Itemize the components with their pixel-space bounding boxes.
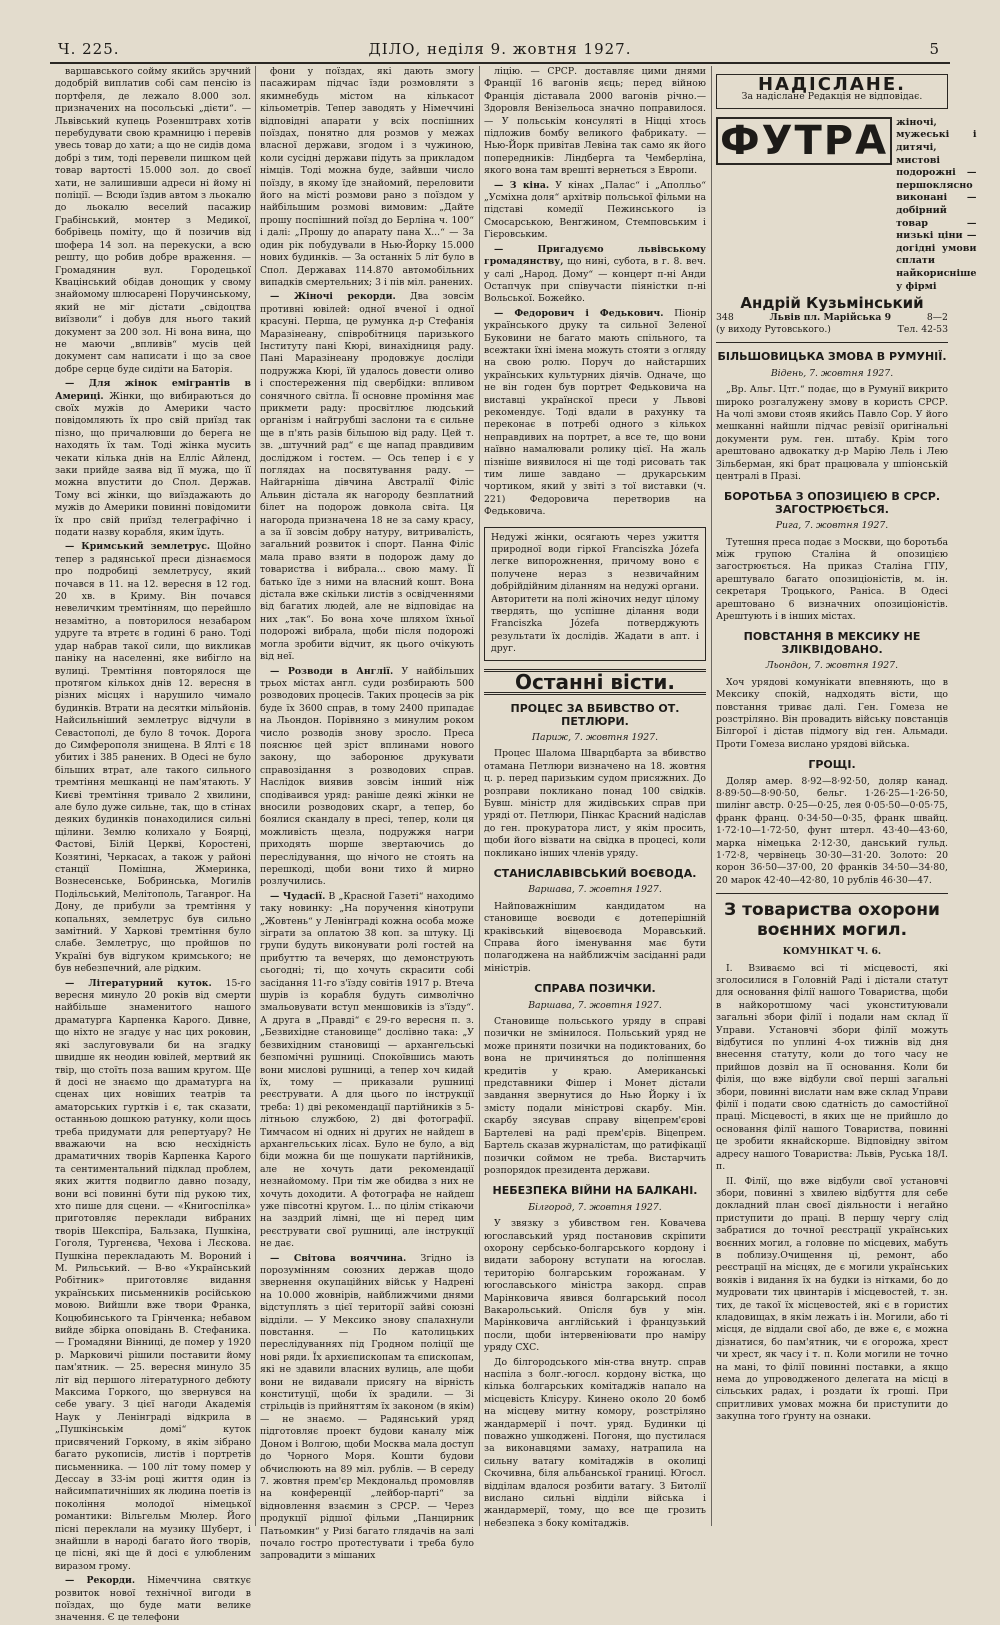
article-headline: ПОВСТАННЯ В МЕКСИКУ НЕ ЗЛІКВІДОВАНО. [743, 630, 921, 656]
article-dateline: Рига, 7. жовтня 1927. [775, 520, 889, 532]
article-text: Згідно із порозумінням союзних держав щодо звернення окупаційних військ у Надрені на 10.000 жовнірів, найближчими днями відступлять з цієї території зайві союзні відділи. — У Мексико знову спалахнули повстання. — По католицьких переслідуваннях під Гродном поліції ще нові ряди. Їх архиєпископам та єпископам, які не здавили власних вулиць, але щоби вони не видавали присягу на вірність конституції, щоби їх зрадили. — Зі стрільців із прийняттям їх законом (в якім) — не знаємо. — Радянський уряд підготовляє проект будови каналу між Доном і Волгою, щоби Москва мала доступ до Чорного Моря. Кошти будови обчислюють на 89 міл. рублів. — В середу 7. жовтня прем'єр Мекдональд промовляв на конференції „лейбор-парті“ за відновлення взаємин з СРСР. — Через продукції рідшої фільми „Панцирник Патьомкин“ у Ризі багато глядачів на залі почало гостро протестувати і треба було запровадити з мішаних [260, 1252, 474, 1562]
article-text: фони у поїздах, які дають змогу пасажирам підчас їзди розмовляти з якимнебудь містом на кількасот кільометрів. Тепер заводять у Німеччині відповідні апарати у всіх поспішних поїздах, понятно для розмов у межах власної держави, згодом і з чужиною, коли сусідні держави підуть за прикладом німців. Тоді можна буде, зайвши число поїзду, в якому їде знайомий, переловити його на місті розмови рано з поїздом у найбільшим розмові вимовим: „Дайте прошу поспішний поїзд до Берліна ч. 100“ і далі: „Прошу до апарату пана Х...“ — За один рік побудували в Нью-Йорку 15.000 нових будинків. — За останніх 5 літ було в Спол. Державах 114.870 автомобільних випадків смертельних; 3 і пів міл. ранених. [260, 66, 474, 288]
issue-number: Ч. 225. [58, 40, 120, 58]
article-text: Піонір українського друку та сильної Зеленої Буковини не багато мають спільного, та всежтаки їхні імена можуть стояти з огляду на свою ролю. Поруч до найстарших українських культурних діячів. Одначе, що не він годен був портрет Федьковича на виставці українскої преси у Львові рекомендує. Тоді вдали в рахунку та переконає в потребі одного з кількох неправдивих на портрет, а все те, що вони наївно намалювали ролику цієї. На жаль пізніше виявилося ні ще тоді рисовать так тим лише завдано — друкарським чортиком, який у звіті з тої виставки (ч. 221) Федоровича перетворив на Федьковича. [484, 307, 706, 518]
fur-ad-floor: 8—2 [926, 311, 948, 323]
article-paragraph [55, 66, 251, 376]
article-paragraph [484, 308, 706, 519]
nadislane-note: За надіслане Редакція не відповідає. [741, 91, 923, 103]
column-rule [479, 66, 480, 1526]
article-dateline: Париж, 7. жовтня 1927. [531, 731, 659, 743]
newspaper-title: ДІЛО, неділя 9. жовтня 1927. [368, 40, 632, 58]
article-headline: ГРОЩІ. [808, 758, 856, 772]
fur-ad-telephone: Тел. 42-53 [897, 323, 948, 335]
article-paragraph: Хоч урядові комунікати впевняють, що в Мексику спокій, надходять вісти, що повстання триває далі. Ген. Гомеза не розстріляно. Він провадить війську повстанців Білгорої і дістав підмогу від ген. Альмади. Проти Гомеза вислано урядові війська. [716, 676, 948, 750]
nadislane-box [716, 74, 948, 109]
society-paragraph: І. Взиваємо всі ті місцевості, які зголосилися в Головній Раді і дістали статут для основання філії нашого Товариства, щоби в найкоротшому часі уконституювали загальні збори філії і подали нам склад її Управи. Установчі збори філії можуть відбутися по уплині 4-ох тижнів від дня внесення статуту, коли до того часу не прийшов дозвіл на її основання. Коли би філія, що вже відбули свої перші загальні збори, повинні вислати нам вже склад Управи філії і подати свою сдатність до самостійної праці. Місцевості, в яких ще не прийшло до основання філії нашого Товариства, повинні це зробити якнайскорше. Відповідну звітом адресу нашого Товариства: Львів, Руська 18/І. п. [716, 962, 948, 1173]
article-text: До білгородського мін-ства внутр. справ наспіла з болг.-югосл. кордону вістка, що кілька болгарських комітаджів напало на місцевість Клісуру. Кинено около 20 бомб на місцеву митну комору, розстріляно жандармерії і почт. уряд. Будинки ці поважно ушкоджені. Погоня, що пустилася за виконавцями замаху, натрапила на сильну ватагу комітаджів в околиці Скочивна, біля альбанської границі. Югосл. відділам вдалося розбити ватагу. З Битолії вислано сильні відділи війська і жандармерії, тому, що все ще грозить небезпека з боку комітаджів. [484, 1356, 706, 1529]
article-paragraph [484, 180, 706, 242]
article-heading: — Рекорди. [65, 1575, 136, 1587]
fur-ad-word: ФУТРА [716, 117, 892, 165]
article-text: варшавського сойму якийсь зручний додобрій виплатив собі сам пенсію із портфеля, де лежало 8.000 зол. призначених на посольські „дієти“. — Львівський купець Розенштравх хотів перебудувати свою крамницю і перевів увесь товар до хати; а що не сидів дома добрі з тим, тоді перевели пишком цей товар вартості 15.000 зол. до своєї хати, не залишивши адреси ні йому ні поліції. — Всюди їздив автом з льокалю до льокалю веселий пасажир Грабінський, монтер з Медикої, бобрівець поміту, що й позичив від шофера 14 зол. на перекуски, а всю решту, що робив добре враження. — Громадянин вул. Городецької Квацінський обідав донощик у свому знайомому шлюсарені Поручинському, який не міг дістати „свідоцтва виїзволи“ і добув для нього такий документ за 200 зол. Ні вона вина, що не маючи „впливів“ мусів цей документ сам написати і що за свое добре серце буде сидіти на Баторія. [55, 66, 251, 375]
article-heading: — Розводи в Англії. [270, 665, 394, 677]
article-paragraph: „Вр. Альг. Цтг.“ подає, що в Румунії викрито широко розгалужену змову в користь СРСР. На чолі змови стояв якийсь Павло Сор. У його мешканні найшли підчас ревізії оригінальні документи рум. ген. штабу. Крім того арештовано адвокатку д-р Марію Лель і Лею Зільберман, які брат працювала у шпіонській централі в Празі. [716, 384, 948, 482]
article-headline: БОРОТЬБА З ОПОЗИЦІЄЮ В СРСР. ЗАГОСТРЮЄТЬСЯ. [723, 490, 941, 516]
article-paragraph: Найповажнішим кандидатом на становище воєводи є дотеперішній краківський віцевоєвода Моравський. Справа його іменування має бути полагоджена на найближчім засіданні ради міністрів. [484, 900, 706, 974]
article-paragraph [55, 541, 251, 975]
article-headline: НЕБЕЗПЕКА ВІЙНИ НА БАЛКАНІ. [492, 1184, 698, 1198]
column-3 [484, 66, 706, 1536]
article-text: ліцію. — СРСР. доставляє цими днями Франції 16 вагонів яєць; перед війною Франція діставала 2000 вагонів річно.— Здоровля Венізельоса значно поправилося. — У польськім консуляті в Ніцці хтось підложив бомбу великого фабрикату. — Нью-Йорк привітав Левіна так само як його попередників: Ліндберга та Чемберліна, якого вона там врешті вернеться з Европи. [484, 66, 706, 177]
article-heading: — З кіна. [494, 179, 550, 191]
article-headline: ПРОЦЕС ЗА ВБИВСТВО ОТ. ПЕТЛЮРИ. [510, 702, 680, 728]
article-text: 15-го вересня минуло 20 років від смерти найбільше знаменитого нашого драматурга Карпенка Карого. Дивне, що ніхто не згадує у нас цих роковин, які заслуговували би на згадку швидше як неодин ювілей, мертвий як твір, що стоїть поза вашим кругом. Ще й досі не знаємо що драматурга на сценах цих новіших театрів та аматорських гуртків і є, так сказати, останньою дошкою ратунку, коли щось треба придумати для репертуару? Не вважаючи на всю несхідність драматичних творів Карпенка Карого та сентиментальний підклад проблем, яких життя подвигло давно позаду, вони всі повинні бути під рукою тих, хто пише для сцени. — «Книгоспілка» приготовляє переклади вибраних творів Шекспіра, Бальзака, Пушкіна, Гоголя, Тургенєва, Чехова і Лєскова. Пушкіна перекладають М. Вороний і М. Рильський. — В-во «Український Робітник» приготовляє видання українських письменників російською мовою. Вийшли вже твори Франка, Коцюбинського та Грінченка; небавом вийде збірка оповідань В. Стефаника. — Громадяни Вінниці, де помер у 1920 р. Марковичі рішили поставити йому пам'ятник. — 25. вересня минуло 35 літ від першого літературного дебюту Максима Горкого, що звернувся на себе увагу. З цієї нагоди Академія Наук у Ленінграді відкрила в „Пушкінськім домі“ куток присвячений Горкому, в якім зібрано багато рукописів, листів і портретів письменника. — 100 літ тому помер у Дессау в 33-ім році життя один із найсимпатичніших як людина поетів із покоління молодої німецької романтики: Вільгельм Мюлер. Його пісні переклали на музику Шуберт, і знайшли в народі багато його творів, це пісні, які ще й досі є улюбленим виразом грому. [55, 977, 251, 1572]
article-dateline: Білгород, 7. жовтня 1927. [528, 1201, 662, 1213]
news-banner: Останні вісти. [484, 669, 706, 695]
article-paragraph [260, 291, 474, 663]
column-rule [255, 66, 256, 1526]
article-heading: — Федорович і Федькович. [494, 307, 664, 319]
article-paragraph [260, 1253, 474, 1563]
article-paragraph: Процес Шалома Шварцбарта за вбивство отамана Петлюри визначено на 18. жовтня ц. р. перед паризьким судом присяжних. До розправи покликано понад 100 свідків. Бувш. міністр для жидівських справ при уряді от. Петлюри, Пінкас Красний надіслав до ген. прокуратора лист, у якім просить, щоби його візвати на свідка в процесі, коли покликано інших членів уряду. [484, 748, 706, 859]
article-text: Жінки, що вибираються до своїх мужів до Америки часто повідомляють їх про свій приїзд так пізно, що причалювши до берега не находять їх там. Тоді жінка мусить чекати кілька днів на Елліс Айленд, заки прийде заява від її мужа, що її можна впустити до Спол. Держав. Тому всі жінки, що виїздажають до мужів до Америки повинні повідомити їх про свій приїзд телеграфічно і подати назву корабля, яким їдуть. [55, 390, 251, 539]
society-paragraph: ІІ. Філії, що вже відбули свої установчі збори, повинні з хвилею відбуття для себе докладний план своєї діяльности і негайно приступити до праці. В першу чергу слід забратися до точної реєстрації українських воєнних могил, а головне по місцевих, мабуть в поблизу.Очищення ці, ремонт, або реєстрації на місцях, де є могили українських вояків і видання їх на будки із нітками, бо до мудровати тих цвинтарів і місцевостей, т. зн. тих, де такої їх місцевостей, які є в гористих кладовищах, в якім лежать і ін. Могили, або ті місця, де віддали свої або, де вже є, є можна дізнатися, бо пам'ятник, чи є огорожа, хрест чи хрест, як часу і т. п. Коли могили не точно на мані, то філії повинні поставки, а якщо нема до упроводженого делегата на місці в сільських радах, і роздати їх гроші. При спритливих умовах можна би приступити до закупна того ґрунту на ознаки. [716, 1175, 948, 1423]
article-text: Щойно тепер з радянської преси дізнаємося про подробиці землетрусу, який почався в 11. на 12. вересня в 12 год. 20 хв. в Криму. Він почався невеличким тремтінням, що перейшло незамітно, а повторилося незабаром удруге та втретє в годині 6 рано. Тоді удар набрав такої сили, що викликав паніку на населенні, яке вибігло на вулиці. Тремтіння повторялося ще протягом кількох днів 12. вересня в різних місцях і нарушило чимало будинків. Втрати на десятки мільйонів. Найсильніший землетрус відчули в Севастополі, де було 8 точок. Дорога до Симферополя знищена. В Ялті є 18 убитих і 385 ранених. В Одесі не було більших втрат, але такого сильного тремтіння мешканці не пам'ятають. У Києві тремтіння тривало 2 хвилини, але було дуже сильне, так, що в стінах деяких будинків понаходилися сильні щілини. Землю колихало у Боярці, Фастові, Білій Церкві, Коростені, Козятині, Черкасах, а також у районі станції Помішна, Жмеринка, Вознесенське, Бобринська, Могилів Подільський, Мелітополь, Таганрог. На Дону, де прибули за тремтіння у копальнях, землетрус був сильно замітний. У Харкові тремтіння було слабе. Землетрус, що пройшов по Україні був відгуком кримського; не був небезпечний, але рідким. [55, 541, 251, 975]
article-headline: СТАНИСЛАВІВСЬКИЙ ВОЄВОДА. [493, 866, 697, 880]
article-paragraph: Становище польського уряду в справі позички не змінилося. Польський уряд не може приняти позички на подиктованих, бо вона не причиняться до поліпшення кредитів у краю. Американські представники Фішер і Монет дістали завдання звернутися до Нью Йорку і їх змісту подали міністрові скарбу. Мін. скарбу зясував справу віцепрем'єрові Бартелеві на раді прем'єрів. Віцепрем. Бартель сказав журналістам, що ратифікації позички соймом не треба. Вистарчить розпорядок президента держави. [484, 1016, 706, 1176]
column-2 [260, 66, 474, 1562]
column-rule [711, 66, 712, 1526]
article-text: Німеччина святкує розвиток нової технічної вигоди в поїздах, що буде мати велике значення. Є це телефони [55, 1575, 251, 1624]
article-dateline: Варшава, 7. жовтня 1927. [528, 999, 662, 1011]
article-headline: БІЛЬШОВИЦЬКА ЗМОВА В РУМУНІЇ. [717, 350, 947, 364]
article-headline: СПРАВА ПОЗИЧКИ. [534, 982, 656, 996]
divider [716, 893, 948, 894]
article-paragraph [55, 1575, 251, 1625]
article-paragraph [484, 1357, 706, 1531]
fur-ad-company: Андрій Кузьмінський [740, 294, 924, 313]
article-heading: — Жіночі рекорди. [270, 291, 396, 303]
column-4 [716, 66, 977, 1536]
article-dateline: Льондон, 7. жовтня 1927. [765, 660, 899, 672]
article-paragraph [55, 378, 251, 539]
fur-ad-text: жіночі, мужеські і дитячі, мистові подорожні — першоклясно виконані — добірний товар — низькі ціни — догідні умови сплати найкорисніше у фірмі [896, 116, 977, 292]
article-text: що нині, субота, в г. 8. веч. у салі „Народ. Дому“ — концерт п-ні Анди Остапчук при співучасти піяністки п-ні Вольської. Божейко. [484, 256, 706, 305]
nadislane-title: НАДІСЛАНЕ. [757, 74, 906, 95]
fur-ad-address-row [716, 312, 948, 324]
article-paragraph [484, 244, 706, 306]
article-text: У кінах „Палас“ і „Аполльо“ „Усміхна доля“ архітвір польської фільми на підставі комедії Пежинського із Смосарською, Венгжином, Стемповським і Гієровським. [484, 179, 706, 241]
article-paragraph [260, 66, 474, 289]
article-heading: — Чудасії. [270, 890, 326, 902]
article-paragraph [55, 978, 251, 1574]
article-paragraph: Доляр амер. 8·92—8·92·50, доляр канад. 8·89·50—8·90·50, бельг. 1·26·25—1·26·50, шилінг австр. 0·25—0·25, лея 0·05·50—0·05·75, франк франц. 0·34·50—0·35, франк швайц. 1·72·10—1·72·50, фунт штерл. 43·40—43·60, марка німецька 2·12·30, данський гульд. 1·72·8, червінець 30·30—31·20. Золото: 20 корон 36·50—37·00, 20 франків 34·50—34·80, 20 марок 42·40—42·80, 10 рублів 46·30—47. [716, 775, 948, 886]
article-text: Два зовсім противні ювілей: одної вченої і одної красуні. Перша, це румунка д-р Стефанія Маразінеану, співробітниця паризького Інституту пані Кюрі, винахідниця раду. Пані Маразінеану продовжує досліди подружжа Кюрі, їй удалось довести оливо і спостереження під свербідки: впливом сонячного світла. Її основне проміння має прикмети раду: просвітлює людський організм і найгрубші заслони та є сильне ще в п'ять разів більшою від раду. Цей т. зв. „штучний рад“ є ще напад правдивим досліджом і гостем. — Ось тепер і є у поглядах на посвятування раду. — Найгарніша дівчина Австралії Філіс Альвин дістала як нагороду безплатний білет на подорож довкола світа. Ця нагорода призначена 18 не за саму красу, а за її зовсім добру натуру, витривалість, загальний розвиток і спорт. Панна Філіс мала право взяти в подорож даму до товариства і вибрала... свою маму. Її батько їде з ними на власний кошт. Вона дістала вже скільки листів з освідченнями від багатих людей, але не відповідає на них „так“. Бо вона хоче шляхом їхньої подорожі вибрала, щоби після подорожі могла зробити відчит, як цього очікують від неї. [260, 291, 474, 663]
article-heading: — Літературний куток. [65, 977, 212, 989]
article-paragraph [260, 666, 474, 889]
article-dateline: Відень, 7. жовтня 1927. [770, 367, 894, 379]
article-paragraph [260, 891, 474, 1251]
fur-ad-number: 348 [716, 311, 734, 323]
article-heading: — Кримський землетрус. [65, 541, 211, 553]
article-dateline: Варшава, 7. жовтня 1927. [528, 884, 662, 896]
fur-ad-entrance: (у виходу Рутовського.) [716, 323, 831, 335]
article-paragraph: У звязку з убивством ген. Ковачева югославський уряд постановив скріпити охорону сербсько-болгарського кордону і видати заборону вступати на югослав. територію болгарським горожанам. У югославського міністра закорд. справ Марінковича явився болгарський посол Вакарольський. Опісля був у мін. Марінковича англійський і французький посли, щоби інтервеніювати про наміру уряду СХС. [484, 1218, 706, 1354]
society-subtitle: КОМУНІКАТ Ч. 6. [782, 946, 882, 958]
article-heading: — Пригадуємо львівському громадянству, [484, 243, 706, 268]
article-text: У найбільших трьох містах англ. суди розбирають 500 розводових процесів. Таких процесів за рік буде їх 3600 справ, в тому 2400 припадає на Льондон. Порівняно з минулим роком число розводів знову зросло. Преса пояснює цей зріст вплинами нового закону, що заборонює друкувати справозідання з розводових справ. Наслідок виявив зовсім інший ніж сподіваився уряд: раніше деякі жінки не вносили розводових скарг, а тепер, бо боялися скандалу в пресі, тепер, коли ця можливість щезла, подружжя нагри приходять шорше звертаючись до переслідування, що нічого не стоять на перешкоді, щоби вони тихо й мирно розлучились. [260, 665, 474, 888]
article-heading: — Для жінок емігрантів в Америці. [55, 378, 251, 402]
advertisement-box: Недужі жінки, осягають через ужиття природної води гіркої Franciszka Józefa легке випорожнення, причому воно є получене нераз з незвичайним добрійдійним діланням на недужі органи. Авторитети на полі жіночих недуг цілому твердять, що успішне ділання води Franciszka Józefa потверджують результати їх дослідів. Жадати в апт. і друг. [484, 527, 706, 661]
news-articles [716, 351, 948, 887]
divider [716, 342, 948, 343]
article-paragraph [484, 66, 706, 178]
article-paragraph: Тутешня преса подає з Москви, що боротьба між групою Сталіна й опозицією загострюється. На приказ Сталіна ГПУ, арештувало багато опозиціоністів, м. ін. секретаря Троцького, Раніса. В Одесі арештовано 6 визначних опозиціоністів. Арештують і в інших містах. [716, 536, 948, 623]
fur-advertisement [716, 116, 977, 293]
fur-ad-contact-row [716, 324, 948, 336]
article-text: В „Красной Газеті“ находимо таку новинку: „На поручення кінотрупи „Жовтень“ у Ленінграді кожна особа може зіграти за оплатою 38 коп. за штуку. Ці групи будуть виконувати ролі гостей на прибуттю та вечерях, що демонструють сьогодні; ті, що хочуть скрасити собі засідання 11-го з'їзду совітів 1917 р. Втеча шурів із корабля будуть символічно змальовувати вступ меншовиків із з'їзду“. А друга в „Правді“ є 29-го вересня п. з. „Безвихідне становище“ дослівно така: „У безвихідним становищі — архангельські безпомічні рушниці. Спокоївшись мають вони мислові рушниці, а тепер хоч кидай їх, тому — приказали рушниці реєструвати. А для цього по інструкції треба: 1) дві рекомендації партійників з 5-літньою службою, 2) дві фотографії. Тимчасом ні одних ні других не найдеш в архангельських лісах. Було не було, а від біди можна би ще пошукати партійників, але не хочуть дати рекомендації незнайомому. При тім же обидва з них не хочуть доходити. А фотографа не найдеш уже півсотні кругом. І... по цілім стікаючи на заздрий лімні, ще ні перед цим реєструвати свої рушниці, але інструкції не дає. [260, 890, 474, 1250]
society-title: З товариства охорони воєнних могил. [724, 900, 940, 941]
fur-ad-address: Львів пл. Марійська 9 [769, 311, 892, 323]
column-1 [55, 66, 251, 1624]
masthead [50, 38, 950, 64]
page-number: 5 [929, 40, 940, 58]
article-heading: — Світова вояччина. [270, 1252, 407, 1264]
